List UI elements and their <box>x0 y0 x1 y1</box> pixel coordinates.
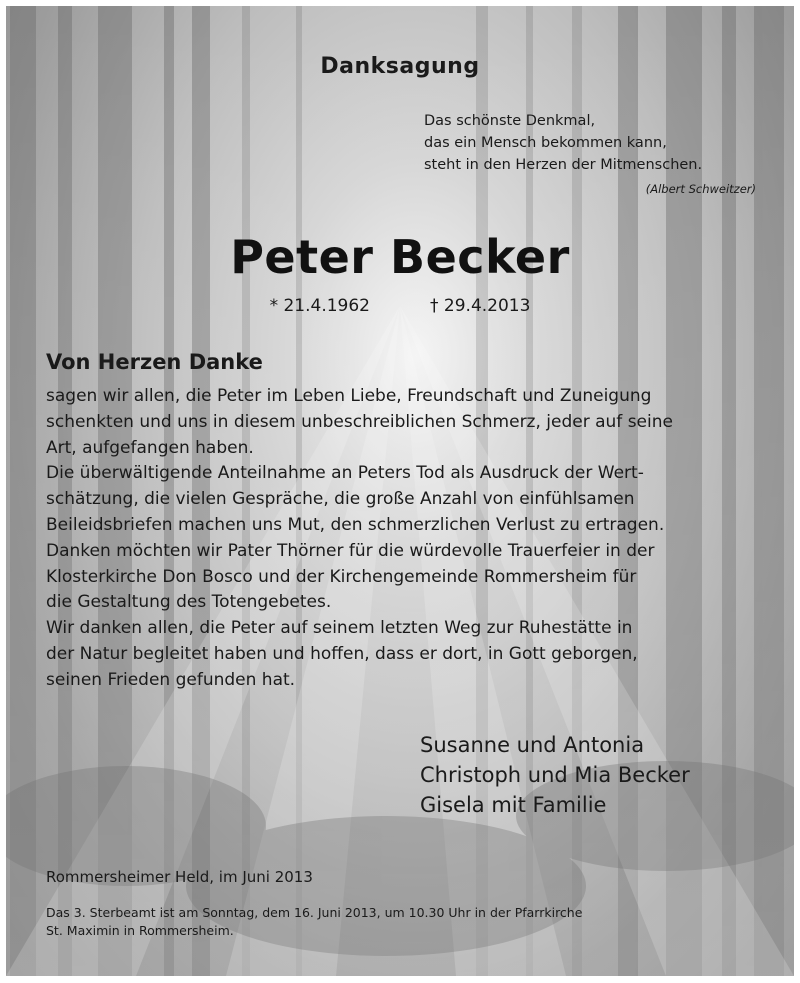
message-heading: Von Herzen Danke <box>46 350 263 374</box>
obituary-card <box>6 6 794 976</box>
signers <box>420 730 780 820</box>
page-title: Danksagung <box>320 54 480 79</box>
life-dates <box>6 296 794 316</box>
message-line: Klosterkirche Don Bosco und der Kirchengemeinde Rommersheim für <box>46 566 637 587</box>
message-line: schenkten und uns in diesem unbeschreiblichen Schmerz, jeder auf seine <box>46 411 673 432</box>
message-line: Die überwältigende Anteilnahme an Peters Tod als Ausdruck der Wert- <box>46 463 644 484</box>
death-date: † 29.4.2013 <box>430 296 531 316</box>
quote-line: Das schönste Denkmal, <box>424 113 596 129</box>
signer: Gisela mit Familie <box>420 793 607 817</box>
quote <box>424 110 764 176</box>
place-date: Rommersheimer Held, im Juni 2013 <box>46 868 313 886</box>
quote-author: (Albert Schweitzer) <box>645 182 756 196</box>
signer: Susanne und Antonia <box>420 733 645 757</box>
note-line: St. Maximin in Rommersheim. <box>46 923 234 938</box>
message-line: Art, aufgefangen haben. <box>46 437 254 458</box>
service-note <box>46 904 766 940</box>
message-line: der Natur begleitet haben und hoffen, dass er dort, in Gott geborgen, <box>46 643 638 664</box>
message-line: seinen Frieden gefunden hat. <box>46 669 296 690</box>
note-line: Das 3. Sterbeamt ist am Sonntag, dem 16. Juni 2013, um 10.30 Uhr in der Pfarrkirche <box>46 905 583 920</box>
message-body <box>46 384 766 694</box>
birth-date: * 21.4.1962 <box>269 296 370 316</box>
message-line: Wir danken allen, die Peter auf seinem letzten Weg zur Ruhestätte in <box>46 618 633 639</box>
message-line: die Gestaltung des Totengebetes. <box>46 592 332 613</box>
message-line: Beileidsbriefen machen uns Mut, den schmerzlichen Verlust zu ertragen. <box>46 514 665 535</box>
quote-line: steht in den Herzen der Mitmenschen. <box>424 157 703 173</box>
message-line: schätzung, die vielen Gespräche, die große Anzahl von einfühlsamen <box>46 489 635 510</box>
quote-line: das ein Mensch bekommen kann, <box>424 135 667 151</box>
signer: Christoph und Mia Becker <box>420 763 690 787</box>
message-line: sagen wir allen, die Peter im Leben Liebe, Freundschaft und Zuneigung <box>46 386 652 406</box>
deceased-name: Peter Becker <box>230 230 570 284</box>
message-line: Danken möchten wir Pater Thörner für die würdevolle Trauerfeier in der <box>46 540 655 561</box>
